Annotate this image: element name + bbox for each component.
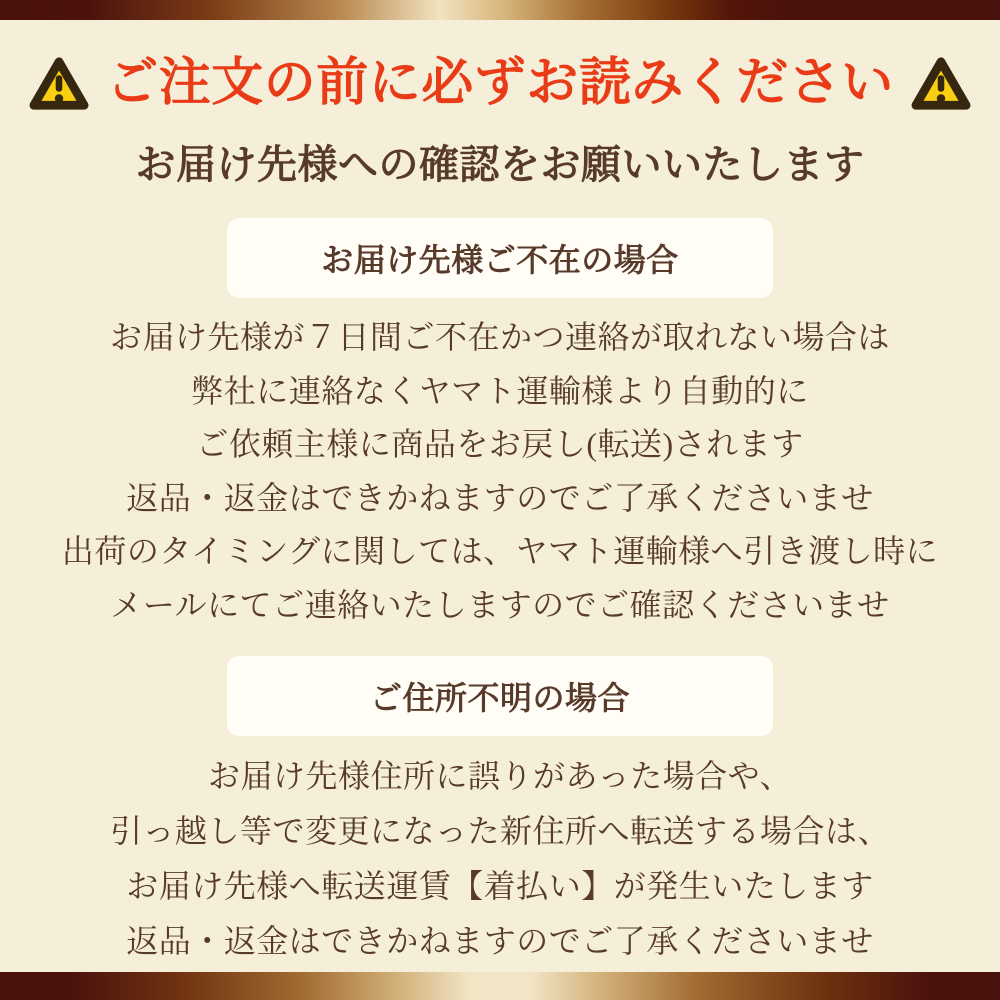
body-line: 返品・返金はできかねますのでご了承くださいませ bbox=[126, 923, 874, 959]
section-body bbox=[0, 749, 1000, 969]
page-title: ご注文の前に必ずお読みください bbox=[106, 55, 894, 112]
warning-triangle-icon bbox=[910, 55, 972, 113]
body-line: 引っ越し等で変更になった新住所へ転送する場合は、 bbox=[109, 813, 890, 849]
body-line: 弊社に連絡なくヤマト運輸様より自動的に bbox=[191, 372, 809, 409]
page-title-row bbox=[0, 52, 1000, 116]
bottom-border-bar bbox=[0, 972, 1000, 1000]
body-line: ご依頼主様に商品をお戻し(転送)されます bbox=[196, 426, 804, 462]
body-line: お届け先様が７日間ご不在かつ連絡が取れない場合は bbox=[109, 319, 890, 355]
section-heading-box bbox=[227, 218, 773, 298]
section-heading: ご住所不明の場合 bbox=[369, 680, 630, 716]
section-unknown-address bbox=[0, 656, 1000, 969]
body-line: メールにてご連絡いたしますのでご確認くださいませ bbox=[110, 586, 890, 623]
section-heading-box bbox=[227, 656, 773, 736]
body-line: 返品・返金はできかねますのでご了承くださいませ bbox=[126, 479, 874, 516]
page-subtitle: お届け先様への確認をお願いいたします bbox=[135, 142, 865, 187]
top-border-bar bbox=[0, 0, 1000, 20]
body-line: お届け先様へ転送運賃【着払い】が発生いたします bbox=[126, 868, 874, 904]
section-heading: お届け先様ご不在の場合 bbox=[321, 242, 679, 278]
body-line: 出荷のタイミングに関しては、ヤマト運輸様へ引き渡し時に bbox=[61, 533, 939, 569]
section-body bbox=[0, 311, 1000, 632]
warning-triangle-icon bbox=[28, 55, 90, 113]
body-line: お届け先様住所に誤りがあった場合や、 bbox=[207, 758, 793, 794]
section-absence bbox=[0, 218, 1000, 632]
